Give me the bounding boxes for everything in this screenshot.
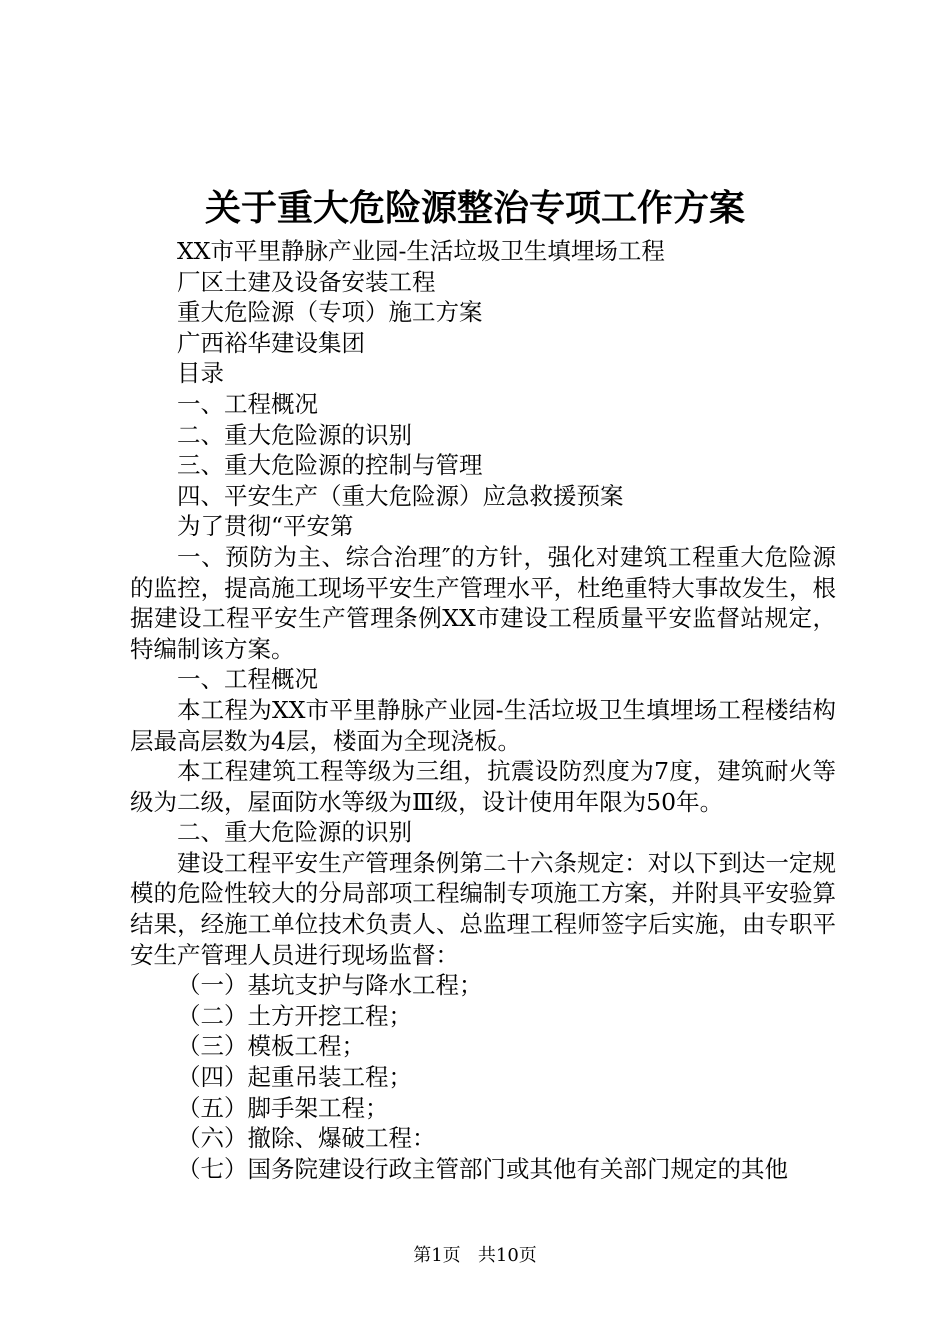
list-item: （三）模板工程； [177,1032,365,1061]
paragraph: 一、预防为主、综合治理″的方针，强化对建筑工程重大危险源的监控，提高施工现场平安生产管理水平，杜绝重特大事故发生，根据建设工程平安生产管理条例XX市建设工程质量平安监督站规定，特编制该方案。 [130,542,836,663]
paragraph: XX市平里静脉产业园-生活垃圾卫生填埋场工程 [177,237,665,265]
document-body [130,236,836,1184]
paragraph: 重大危险源（专项）施工方案 [177,298,483,327]
total-pages: 共10页 [477,1245,537,1266]
page-number: 第1页 [413,1245,461,1266]
list-item: （一）基坑支护与降水工程； [177,971,483,1000]
list-item: （五）脚手架工程； [177,1093,389,1122]
paragraph: 广西裕华建设集团 [177,328,365,357]
section-heading: 一、工程概况 [177,665,318,694]
list-item: （七）国务院建设行政主管部门或其他有关部门规定的其他 [177,1154,788,1183]
section-heading: 二、重大危险源的识别 [177,818,412,847]
toc-item: 二、重大危险源的识别 [177,420,412,449]
paragraph: 本工程为XX市平里静脉产业园-生活垃圾卫生填埋场工程楼结构层最高层数为4层，楼面为全现浇板。 [130,695,836,755]
list-item: （四）起重吊装工程； [177,1063,412,1092]
paragraph: 建设工程平安生产管理条例第二十六条规定：对以下到达一定规模的危险性较大的分局部项工程编制专项施工方案，并附具平安验算结果，经施工单位技术负责人、总监理工程师签字后实施，由专职平安生产管理人员进行现场监督： [130,848,836,969]
page-footer [0,1244,950,1268]
paragraph: 厂区土建及设备安装工程 [177,267,436,296]
document-title: 关于重大危险源整治专项工作方案 [204,187,745,229]
paragraph: 为了贯彻“平安第 [177,512,354,541]
toc-item: 四、平安生产（重大危险源）应急救援预案 [177,481,624,510]
list-item: （六）撤除、爆破工程： [177,1124,436,1153]
list-item: （二）土方开挖工程； [177,1001,412,1030]
footer-spacer [466,1245,472,1266]
toc-item: 一、工程概况 [177,389,318,418]
paragraph: 本工程建筑工程等级为三组，抗震设防烈度为7度，建筑耐火等级为二级，屋面防水等级为Ⅲ级，设计使用年限为50年。 [130,757,836,816]
toc-item: 三、重大危险源的控制与管理 [177,451,483,480]
paragraph: 目录 [177,359,224,388]
